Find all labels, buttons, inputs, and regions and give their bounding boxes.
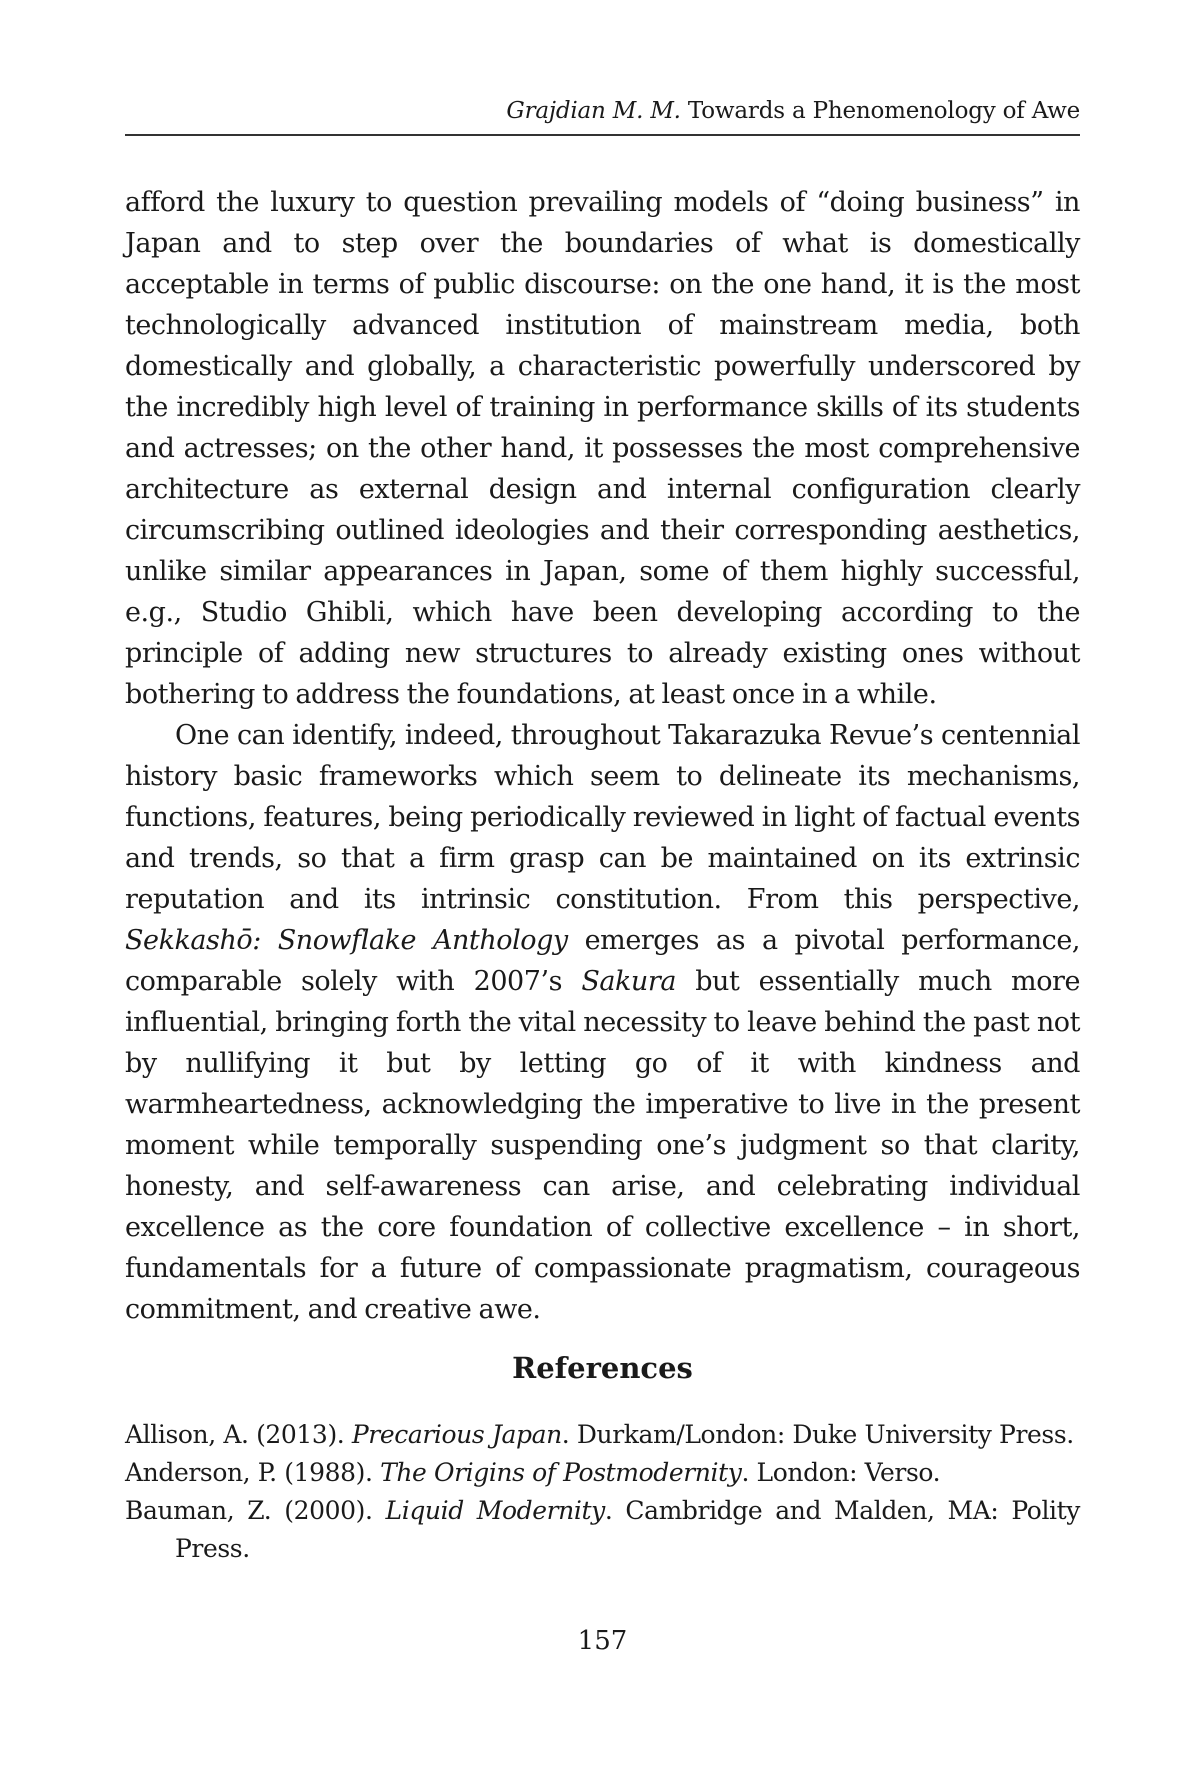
reference-title: Precarious Japan [351,1420,562,1449]
reference-entry [125,1454,1080,1492]
reference-title: The Origins of Postmodernity [380,1458,742,1487]
paragraph-2-part-1: One can identify, indeed, throughout Takarazuka Revue’s centennial history basic frameworks which seem to delineate its mechanisms, functions, features, being periodically reviewed in light of factual events and trends, so that a firm grasp can be maintained on its extrinsic reputation and its intrinsic constitution. From this perspective, [125,720,1080,915]
work-title-sekkasho: Sekkashō: Snowflake Anthology [125,925,568,956]
reference-authors: Allison, A. (2013). [125,1420,352,1449]
paragraph-1: afford the luxury to question prevailing models of “doing business” in Japan and to step over the boundaries of what is domestically acceptable in terms of public discourse: on the one hand, it is the most technologically advanced institution of mainstream media, both domestically and globally, a characteristic powerfully underscored by the incredibly high level of training in performance skills of its students and actresses; on the other hand, it possesses the most comprehensive architecture as external design and internal configuration clearly circumscribing outlined ideologies and their corresponding aesthetics, unlike similar appearances in Japan, some of them highly successful, e.g., Studio Ghibli, which have been developing according to the principle of adding new structures to already existing ones without bothering to address the foundations, at least once in a while. [125,187,1080,710]
reference-authors: Anderson, P. (1988). [125,1458,381,1487]
paragraph-2-part-2: emerges as a pivotal performance, comparable solely with 2007’s [125,925,1081,997]
header-author: Grajdian M. M. [506,98,681,124]
reference-publisher: . Durkam/London: Duke University Press. [561,1420,1074,1449]
reference-entry [125,1492,1080,1568]
work-title-sakura: Sakura [581,966,676,997]
reference-authors: Bauman, Z. (2000). [125,1496,386,1525]
reference-publisher: . Cambridge and Malden, MA: Polity Press. [175,1496,1080,1563]
reference-publisher: . London: Verso. [741,1458,941,1487]
running-header [125,96,1080,136]
header-title: Towards a Phenomenology of Awe [687,98,1080,124]
page-number: 157 [577,1626,628,1656]
page [125,96,1080,1736]
references-heading: References [512,1351,693,1385]
references-list [125,1416,1080,1568]
reference-title: Liquid Modernity [385,1496,605,1525]
paragraph-2 [125,715,1080,1330]
paragraph-2-part-3: but essentially much more influential, bringing forth the vital necessity to leave behind the past not by nullifying it but by letting go of it with kindness and warmheartedness, acknowledging the imperative to live in the present moment while temporally suspending one’s judgment so that clarity, honesty, and self-awareness can arise, and celebrating individual excellence as the core foundation of collective excellence – in short, fundamentals for a future of compassionate pragmatism, courageous commitment, and creative awe. [125,966,1080,1325]
reference-entry [125,1416,1080,1454]
body-text [125,182,1080,1330]
